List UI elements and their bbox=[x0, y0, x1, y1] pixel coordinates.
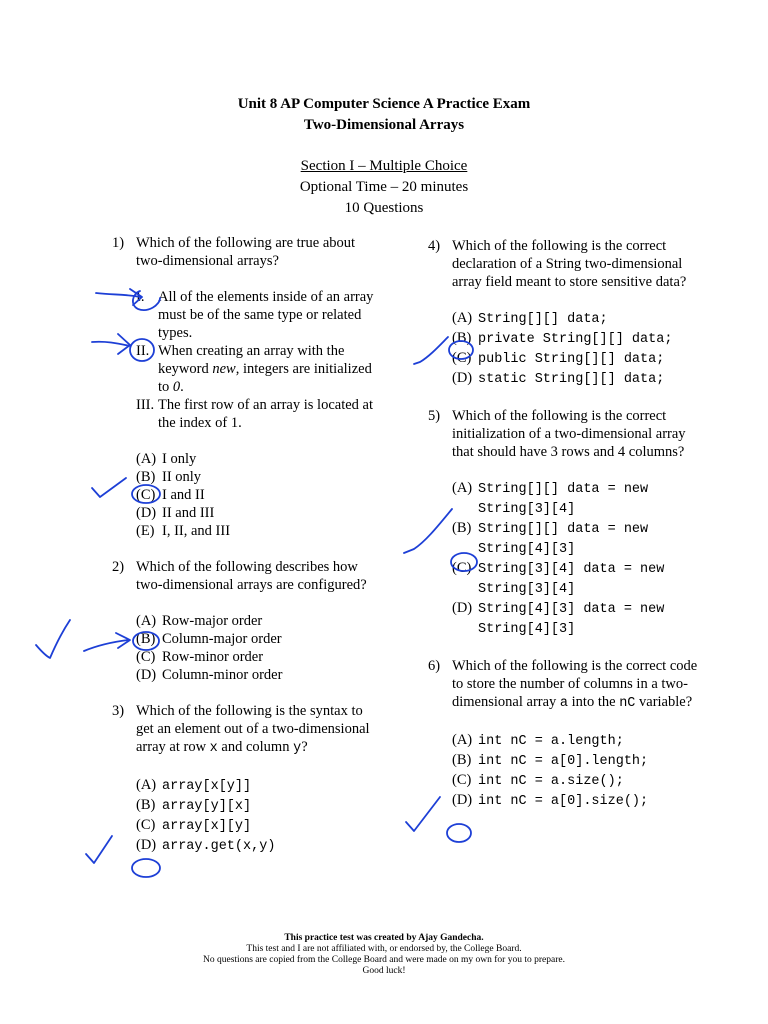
question-number: 6) bbox=[428, 658, 441, 674]
choice-label: (C) bbox=[136, 487, 156, 503]
choice-text: String[][] data = new String[3][4] bbox=[478, 482, 649, 517]
choice-label: (B) bbox=[136, 469, 156, 485]
prompt-text-post: variable? bbox=[635, 694, 693, 710]
question-number: 2) bbox=[112, 559, 125, 575]
choice-text: Row-major order bbox=[162, 613, 263, 629]
choice-label: (D) bbox=[136, 667, 157, 683]
choice-label: (A) bbox=[452, 480, 473, 496]
statement-item bbox=[136, 342, 382, 396]
prompt-text-mid: into the bbox=[568, 694, 620, 710]
footer-closing: Good luck! bbox=[362, 966, 406, 976]
circle-mark-icon bbox=[447, 824, 471, 842]
choice-text: int nC = a[0].size(); bbox=[478, 794, 649, 809]
question-prompt bbox=[452, 657, 698, 713]
question-number: 4) bbox=[428, 238, 441, 254]
choice-text: int nC = a[0].length; bbox=[478, 754, 649, 769]
choice-text: I, II, and III bbox=[162, 523, 231, 539]
question-number: 3) bbox=[112, 703, 125, 719]
choice-label: (D) bbox=[136, 837, 157, 853]
exam-subtitle: Two-Dimensional Arrays bbox=[303, 117, 465, 133]
statement-list bbox=[136, 288, 382, 432]
choice-text: I and II bbox=[162, 487, 205, 503]
statement-text-post: . bbox=[180, 379, 184, 395]
choice-option[interactable] bbox=[136, 450, 382, 468]
choice-option[interactable] bbox=[452, 309, 698, 329]
exam-title: Unit 8 AP Computer Science A Practice Exam bbox=[237, 96, 531, 112]
choice-label: (A) bbox=[452, 732, 473, 748]
choice-list bbox=[452, 731, 698, 811]
value-zero: 0 bbox=[172, 379, 181, 395]
choice-text: II and III bbox=[162, 505, 215, 521]
choice-text: array[x][y] bbox=[162, 819, 252, 834]
choice-label: (D) bbox=[452, 370, 473, 386]
choice-text: array[y][x] bbox=[162, 799, 252, 814]
choice-label: (D) bbox=[452, 600, 473, 616]
choice-list bbox=[136, 776, 382, 856]
choice-option[interactable] bbox=[452, 349, 698, 369]
time-limit: Optional Time – 20 minutes bbox=[299, 179, 469, 195]
statement-label: I. bbox=[136, 289, 145, 305]
choice-option[interactable] bbox=[452, 329, 698, 349]
prompt-code-nc: nC bbox=[619, 696, 636, 711]
question-number: 5) bbox=[428, 408, 441, 424]
circle-mark-icon bbox=[132, 859, 160, 877]
choice-text: int nC = a.size(); bbox=[478, 774, 624, 789]
choice-option[interactable] bbox=[136, 796, 382, 816]
footer-note: No questions are copied from the College Board and were made on my own for you to prepare. bbox=[203, 955, 565, 965]
choice-text: int nC = a.length; bbox=[478, 734, 624, 749]
statement-text-pre: When creating an array with the keyword bbox=[158, 343, 345, 377]
footer-credit: This practice test was created by Ajay Gandecha. bbox=[284, 933, 484, 943]
choice-label: (A) bbox=[136, 777, 157, 793]
question-number: 1) bbox=[112, 235, 125, 251]
prompt-text-mid: and column bbox=[217, 739, 294, 755]
choice-option[interactable] bbox=[136, 468, 382, 486]
choice-option[interactable] bbox=[452, 751, 698, 771]
choice-text: String[][] data = new String[4][3] bbox=[478, 522, 649, 557]
question-prompt: Which of the following describes how two-dimensional arrays are configured? bbox=[136, 559, 367, 593]
check-mark-icon bbox=[36, 620, 70, 658]
choice-text: String[][] data; bbox=[478, 312, 608, 327]
left-column bbox=[112, 234, 382, 856]
choice-text: String[3][4] data = new String[3][4] bbox=[478, 562, 665, 597]
choice-label: (B) bbox=[452, 520, 472, 536]
choice-label: (E) bbox=[136, 523, 155, 539]
question-4 bbox=[428, 237, 698, 389]
prompt-text-post: ? bbox=[301, 739, 308, 755]
choice-label: (A) bbox=[452, 310, 473, 326]
choice-text: II only bbox=[162, 469, 202, 485]
choice-text: I only bbox=[162, 451, 197, 467]
choice-option[interactable] bbox=[452, 599, 698, 639]
choice-text: private String[][] data; bbox=[478, 332, 673, 347]
choice-option[interactable] bbox=[136, 648, 382, 666]
choice-text: Column-minor order bbox=[162, 667, 283, 683]
question-prompt: Which of the following are true about two-dimensional arrays? bbox=[136, 235, 356, 269]
statement-text: The first row of an array is located at the index of 1. bbox=[158, 397, 373, 431]
footer-disclaimer: This test and I are not affiliated with, or endorsed by, the College Board. bbox=[246, 944, 522, 954]
question-prompt: Which of the following is the correct initialization of a two-dimensional array that should have 3 rows and 4 columns? bbox=[452, 408, 686, 460]
choice-list bbox=[452, 309, 698, 389]
choice-label: (D) bbox=[136, 505, 157, 521]
prompt-text-pre: Which of the following is the correct code to store the number of columns in a two-dimensional array bbox=[452, 658, 698, 710]
prompt-code-y: y bbox=[293, 741, 302, 756]
choice-label: (A) bbox=[136, 613, 157, 629]
question-6 bbox=[428, 657, 698, 811]
question-prompt: Which of the following is the correct declaration of a String two-dimensional array field meant to store sensitive data? bbox=[452, 238, 687, 290]
choice-option[interactable] bbox=[452, 519, 698, 559]
choice-label: (B) bbox=[136, 797, 156, 813]
choice-option[interactable] bbox=[136, 612, 382, 630]
choice-text: Row-minor order bbox=[162, 649, 264, 665]
choice-option[interactable] bbox=[136, 504, 382, 522]
choice-label: (D) bbox=[452, 792, 473, 808]
choice-option[interactable] bbox=[452, 791, 698, 811]
prompt-code-a: a bbox=[559, 696, 569, 711]
choice-option[interactable] bbox=[136, 816, 382, 836]
statement-item bbox=[136, 396, 382, 432]
check-mark-icon bbox=[86, 836, 112, 863]
section-heading: Section I – Multiple Choice bbox=[300, 158, 468, 174]
question-count: 10 Questions bbox=[344, 200, 424, 216]
choice-label: (B) bbox=[452, 752, 472, 768]
choice-label: (C) bbox=[136, 649, 156, 665]
question-1 bbox=[112, 234, 382, 540]
question-2 bbox=[112, 558, 382, 684]
choice-list bbox=[136, 450, 382, 540]
choice-option[interactable] bbox=[136, 486, 382, 504]
choice-text: Column-major order bbox=[162, 631, 282, 647]
prompt-code-x: x bbox=[209, 741, 218, 756]
choice-option[interactable] bbox=[452, 771, 698, 791]
choice-text: array.get(x,y) bbox=[162, 839, 276, 854]
choice-label: (A) bbox=[136, 451, 157, 467]
statement-text-mid: , integers are initialized to bbox=[158, 361, 372, 395]
choice-option[interactable] bbox=[452, 479, 698, 519]
keyword-new: new bbox=[212, 361, 236, 377]
statement-text: All of the elements inside of an array must be of the same type or related types. bbox=[158, 289, 374, 341]
choice-label: (C) bbox=[452, 350, 472, 366]
statement-label: III. bbox=[136, 397, 155, 413]
choice-option[interactable] bbox=[452, 731, 698, 751]
right-column bbox=[428, 237, 698, 811]
statement-label: II. bbox=[136, 343, 150, 359]
choice-text: String[4][3] data = new String[4][3] bbox=[478, 602, 665, 637]
statement-item bbox=[136, 288, 382, 342]
choice-label: (C) bbox=[452, 560, 472, 576]
choice-label: (C) bbox=[136, 817, 156, 833]
choice-option[interactable] bbox=[452, 559, 698, 599]
choice-label: (C) bbox=[452, 772, 472, 788]
question-3 bbox=[112, 702, 382, 856]
exam-header bbox=[0, 94, 768, 219]
choice-text: array[x[y]] bbox=[162, 779, 252, 794]
choice-text: public String[][] data; bbox=[478, 352, 665, 367]
prompt-text-pre: Which of the following is the syntax to get an element out of a two-dimensional array at row bbox=[136, 703, 370, 755]
choice-text: static String[][] data; bbox=[478, 372, 665, 387]
choice-label: (B) bbox=[452, 330, 472, 346]
question-5 bbox=[428, 407, 698, 639]
choice-option[interactable] bbox=[136, 666, 382, 684]
choice-option[interactable] bbox=[136, 776, 382, 796]
choice-option[interactable] bbox=[136, 836, 382, 856]
footer bbox=[0, 933, 768, 977]
question-prompt bbox=[136, 702, 382, 758]
choice-option[interactable] bbox=[452, 369, 698, 389]
choice-option[interactable] bbox=[136, 522, 382, 540]
choice-label: (B) bbox=[136, 631, 156, 647]
choice-list bbox=[452, 479, 698, 639]
choice-option[interactable] bbox=[136, 630, 382, 648]
choice-list bbox=[136, 612, 382, 684]
